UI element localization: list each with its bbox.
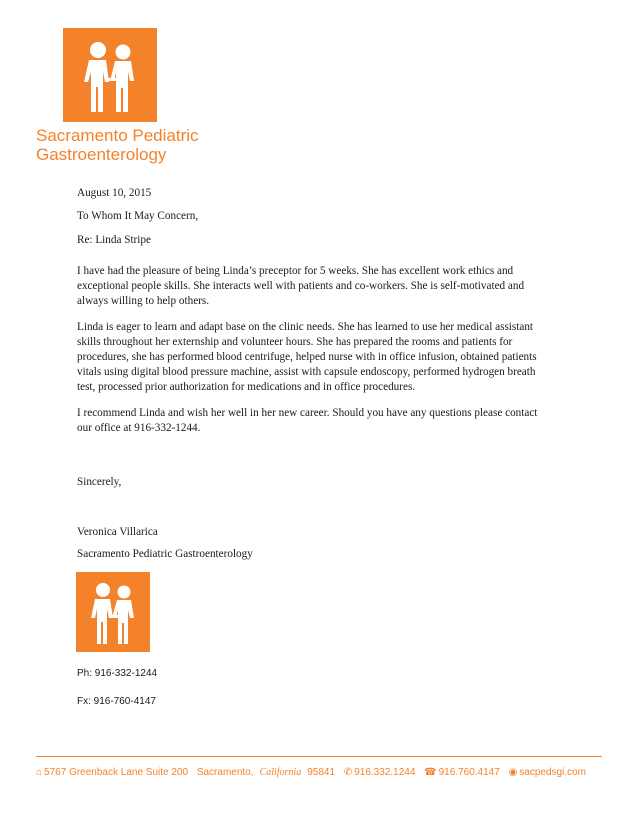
footer-bar	[36, 767, 606, 778]
paragraph-3: I recommend Linda and wish her well in her new career. Should you have any questions please contact our office at 916-332-1244.	[77, 407, 538, 434]
brand-name	[36, 126, 199, 164]
footer-fax: 916.760.4147	[438, 767, 500, 778]
footer-address: 5767 Greenback Lane Suite 200	[44, 767, 189, 778]
contact-fax: Fx: 916-760-4147	[77, 696, 156, 707]
two-children-icon	[63, 28, 157, 122]
footer-city: Sacramento,	[196, 767, 254, 778]
closing: Sincerely,	[77, 476, 122, 488]
footer-website[interactable]: sacpedsgi.com	[519, 767, 587, 778]
subject-line: Re: Linda Stripe	[77, 234, 151, 246]
logo-top	[63, 28, 157, 122]
fax-icon: ☎	[424, 767, 437, 778]
logo-bottom	[76, 572, 150, 652]
brand-line-2: Gastroenterology	[36, 145, 167, 164]
letter-date: August 10, 2015	[77, 187, 152, 199]
web-icon: ◉	[508, 767, 518, 778]
contact-phone: Ph: 916-332-1244	[77, 668, 158, 679]
home-icon: ⌂	[36, 767, 43, 778]
footer-divider	[36, 756, 602, 757]
paragraph-2: Linda is eager to learn and adapt base on the clinic needs. She has learned to use her medical assistant skills throughout her externship and volunteer hours. She has prepared the rooms and patients for procedures, she has performed blood centrifuge, helped nurse with in office infusion, obtained patients vitals using digital blood pressure machine, assist with capsule endoscopy, performed hydrogen breath test, processed prior authorization for medications and in office procedures.	[77, 321, 537, 393]
paragraph-1: I have had the pleasure of being Linda’s preceptor for 5 weeks. She has excellent work ethics and exceptional people skills. She interacts well with patients and co-workers. She is self-motivated and always willing to help others.	[77, 265, 525, 307]
footer-state-script: California	[259, 767, 302, 778]
signer-name: Veronica Villarica	[77, 526, 158, 538]
footer-phone: 916.332.1244	[354, 767, 416, 778]
two-children-icon	[76, 572, 150, 652]
footer-zip: 95841	[307, 767, 336, 778]
brand-line-1: Sacramento Pediatric	[36, 126, 199, 145]
signer-organization: Sacramento Pediatric Gastroenterology	[77, 548, 253, 560]
phone-icon: ✆	[343, 767, 353, 778]
salutation: To Whom It May Concern,	[77, 210, 199, 222]
